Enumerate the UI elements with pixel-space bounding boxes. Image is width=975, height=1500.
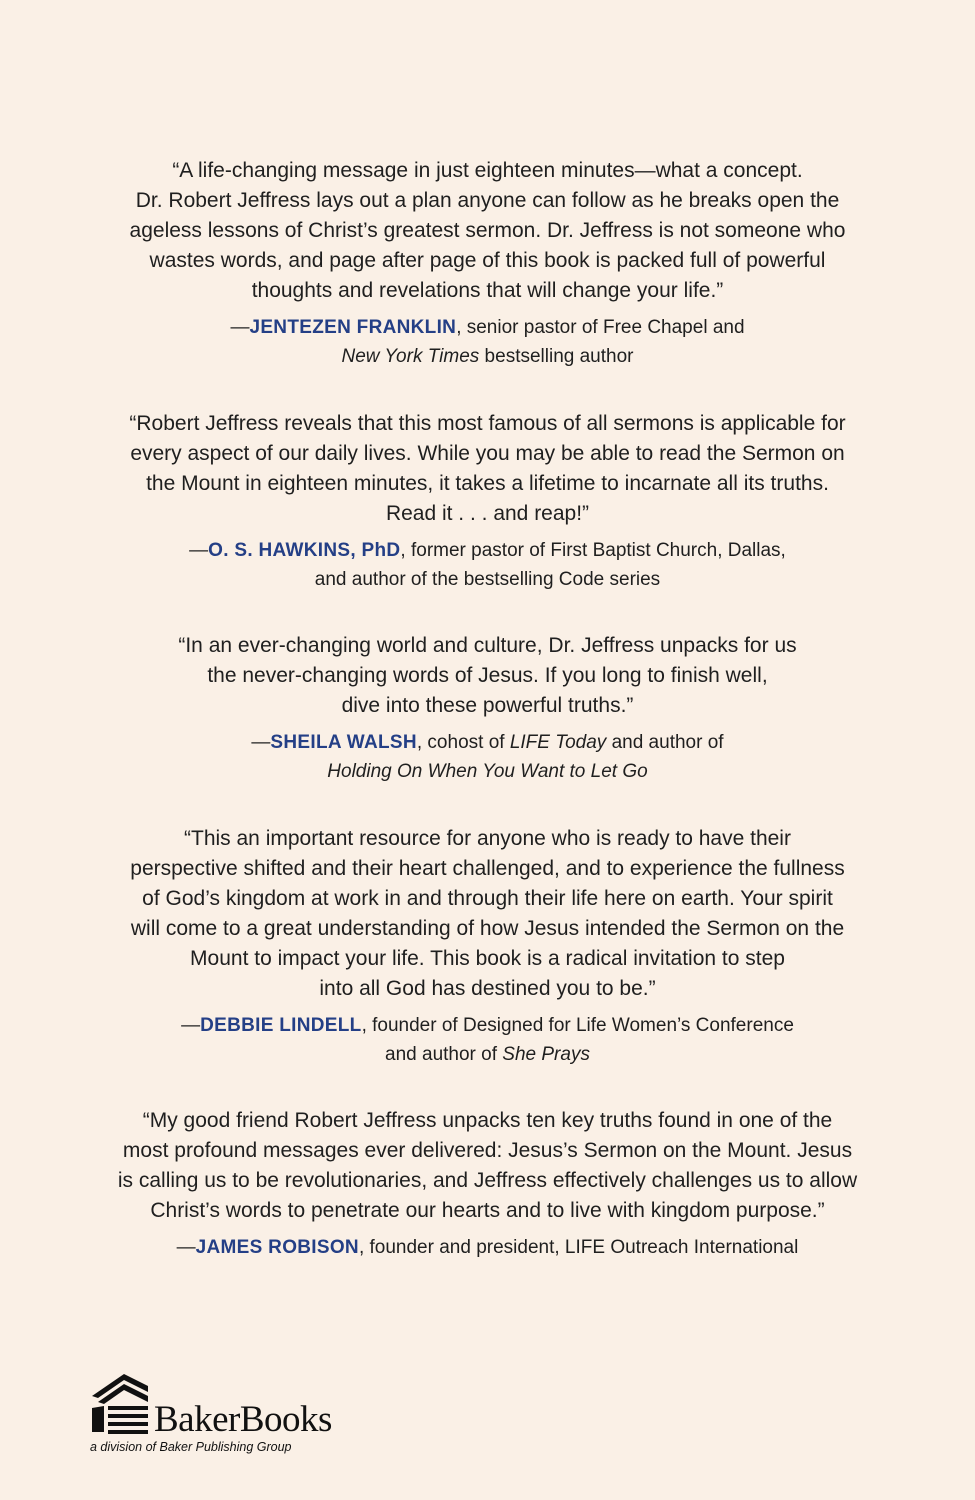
endorsement-quote bbox=[0, 409, 975, 529]
quote-line: Mount to impact your life. This book is a radical invitation to step bbox=[190, 947, 785, 970]
attribution-line bbox=[0, 729, 975, 758]
endorser-title: and author of bbox=[606, 732, 724, 753]
quote-line: is calling us to be revolutionaries, and Jeffress effectively challenges us to allow bbox=[117, 1169, 858, 1192]
endorser-title: , cohost of bbox=[416, 732, 510, 753]
endorser-title: , senior pastor of Free Chapel and bbox=[456, 317, 745, 338]
quote-line: the Mount in eighteen minutes, it takes a lifetime to incarnate all its truths. bbox=[146, 472, 829, 495]
endorser-title: bestselling author bbox=[479, 345, 634, 367]
endorsement-attribution bbox=[0, 1234, 975, 1263]
quote-line: Read it . . . and reap!” bbox=[385, 502, 590, 525]
quote-line: wastes words, and page after page of this book is packed full of powerful bbox=[149, 249, 826, 272]
attribution-line bbox=[0, 343, 975, 372]
attribution-line bbox=[0, 1234, 975, 1263]
attribution-dash: — bbox=[230, 317, 250, 338]
endorser-title: , founder and president, LIFE Outreach International bbox=[358, 1237, 799, 1258]
attribution-dash: — bbox=[251, 732, 271, 753]
endorser-title-italic: New York Times bbox=[341, 345, 480, 367]
quote-line: thoughts and revelations that will change your life.” bbox=[251, 279, 724, 302]
quote-line: “My good friend Robert Jeffress unpacks ten key truths found in one of the bbox=[142, 1109, 833, 1132]
endorsement-attribution bbox=[0, 1012, 975, 1069]
endorser-title: , former pastor of First Baptist Church, Dallas, bbox=[400, 540, 786, 561]
endorser-name: JAMES ROBISON bbox=[195, 1237, 359, 1258]
quote-line: every aspect of our daily lives. While you may be able to read the Sermon on bbox=[130, 442, 845, 465]
quote-line: ageless lessons of Christ’s greatest sermon. Dr. Jeffress is not someone who bbox=[129, 219, 846, 242]
endorsement-attribution bbox=[0, 314, 975, 371]
endorsement-walsh bbox=[0, 631, 975, 786]
attribution-line bbox=[0, 537, 975, 566]
attribution-line bbox=[0, 1012, 975, 1041]
quote-line: dive into these powerful truths.” bbox=[341, 694, 634, 717]
attribution-line: Holding On When You Want to Let Go bbox=[327, 760, 648, 782]
endorsement-lindell bbox=[0, 824, 975, 1069]
endorsement-robison bbox=[0, 1106, 975, 1263]
endorser-title-italic: She Prays bbox=[502, 1043, 590, 1065]
endorsements-list bbox=[0, 156, 975, 1263]
quote-line: Christ’s words to penetrate our hearts and to live with kingdom purpose.” bbox=[150, 1199, 825, 1222]
publisher-division: a division of Baker Publishing Group bbox=[90, 1440, 292, 1454]
endorser-name: O. S. HAWKINS, PhD bbox=[208, 540, 401, 561]
baker-books-building-icon bbox=[90, 1372, 156, 1438]
quote-line: “In an ever-changing world and culture, Dr. Jeffress unpacks for us bbox=[178, 634, 797, 657]
endorsement-quote bbox=[0, 631, 975, 721]
quote-line: of God’s kingdom at work in and through their life here on earth. Your spirit bbox=[142, 887, 833, 910]
endorsement-attribution bbox=[0, 729, 975, 786]
endorsement-quote bbox=[0, 824, 975, 1004]
endorser-title-italic: LIFE Today bbox=[509, 732, 607, 753]
quote-line: will come to a great understanding of how Jesus intended the Sermon on the bbox=[130, 917, 845, 940]
attribution-dash: — bbox=[189, 540, 209, 561]
publisher-logo bbox=[90, 1372, 410, 1462]
attribution-line bbox=[0, 314, 975, 343]
quote-line: into all God has destined you to be.” bbox=[319, 977, 656, 1000]
quote-line: most profound messages ever delivered: Jesus’s Sermon on the Mount. Jesus bbox=[122, 1139, 853, 1162]
endorser-name: JENTEZEN FRANKLIN bbox=[249, 317, 457, 338]
quote-line: perspective shifted and their heart challenged, and to experience the fullness bbox=[130, 857, 845, 880]
attribution-line bbox=[0, 1041, 975, 1070]
quote-line: “A life-changing message in just eighteen minutes—what a concept. bbox=[172, 159, 803, 182]
attribution-dash: — bbox=[181, 1015, 201, 1036]
endorser-name: DEBBIE LINDELL bbox=[200, 1015, 362, 1036]
endorser-title: , founder of Designed for Life Women’s Conference bbox=[361, 1015, 794, 1036]
endorsement-quote bbox=[0, 1106, 975, 1226]
endorser-title: and author of bbox=[385, 1043, 503, 1065]
publisher-name: BakerBooks bbox=[154, 1399, 332, 1440]
endorsement-attribution bbox=[0, 537, 975, 594]
quote-line: the never-changing words of Jesus. If you long to finish well, bbox=[207, 664, 768, 687]
attribution-dash: — bbox=[176, 1237, 196, 1258]
endorsement-hawkins bbox=[0, 409, 975, 594]
endorsement-quote bbox=[0, 156, 975, 306]
quote-line: “Robert Jeffress reveals that this most famous of all sermons is applicable for bbox=[129, 412, 846, 435]
quote-line: Dr. Robert Jeffress lays out a plan anyone can follow as he breaks open the bbox=[135, 189, 840, 212]
attribution-line: and author of the bestselling Code series bbox=[314, 568, 661, 590]
endorsement-franklin bbox=[0, 156, 975, 371]
endorser-name: SHEILA WALSH bbox=[270, 732, 417, 753]
quote-line: “This an important resource for anyone who is ready to have their bbox=[184, 827, 791, 850]
